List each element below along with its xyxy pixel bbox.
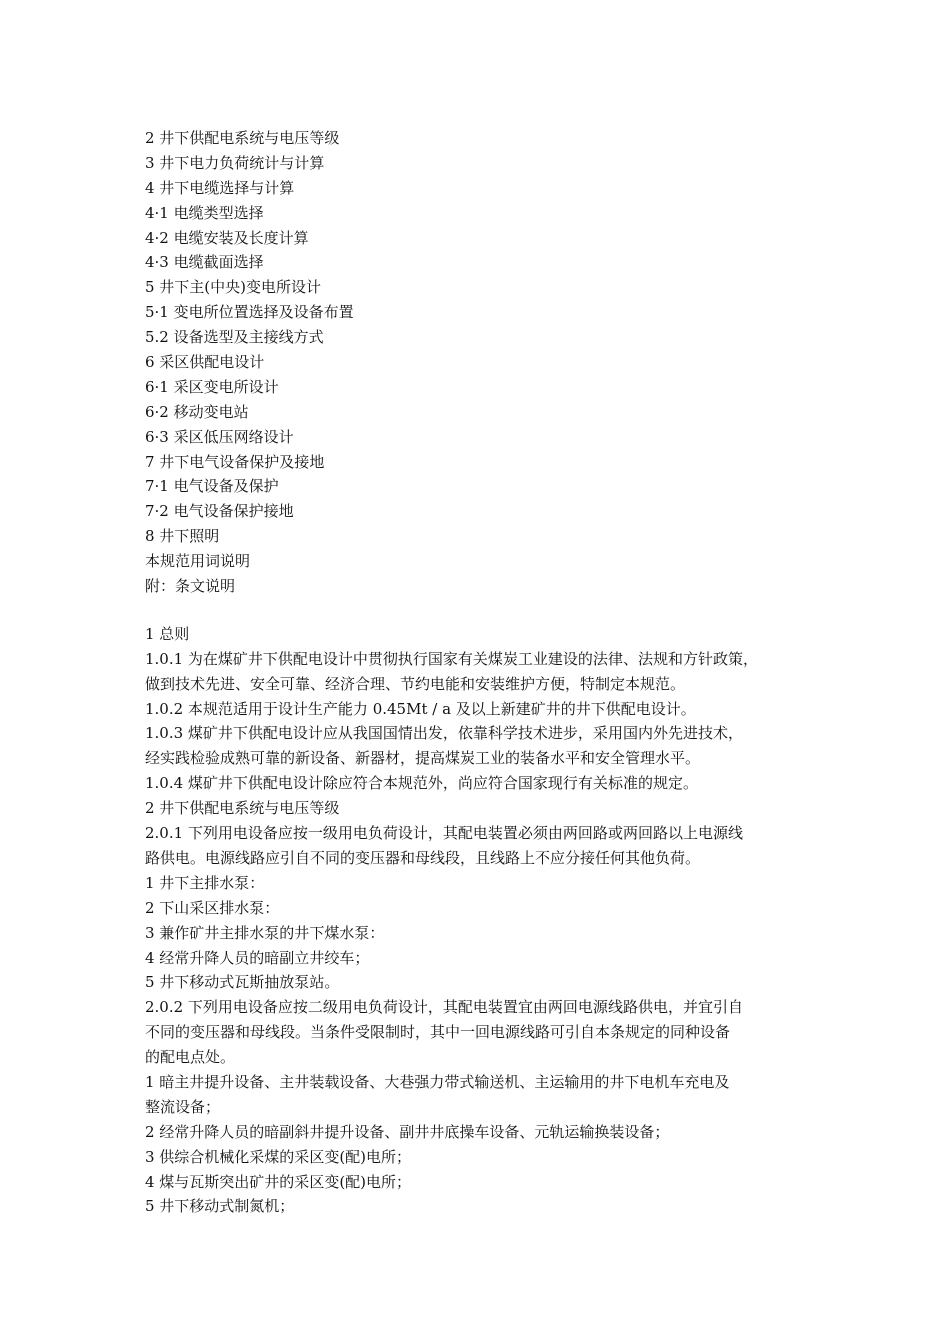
toc-item: 6·2 移动变电站: [145, 402, 249, 421]
clause-text: 做到技术先进、安全可靠、经济合理、节约电能和安装维护方便，特制定本规范。: [145, 674, 686, 693]
list-item: 3 供综合机械化采煤的采区变(配)电所；: [145, 1147, 412, 1166]
toc-item: 6 采区供配电设计: [145, 353, 265, 372]
toc-item: 4 井下电缆选择与计算: [145, 178, 295, 197]
toc-item: 3 井下电力负荷统计与计算: [145, 153, 325, 172]
list-item: 2 下山采区排水泵：: [145, 898, 280, 917]
toc-item: 本规范用词说明: [145, 552, 251, 571]
clause-text: 2.0.2 下列用电设备应按二级用电负荷设计，其配电装置宜由两回电源线路供电，并宜引自: [145, 998, 743, 1017]
section-spacer: [145, 599, 825, 622]
toc-item: 7·1 电气设备及保护: [145, 477, 279, 496]
list-item: 3 兼作矿井主排水泵的井下煤水泵：: [145, 923, 385, 942]
toc-item: 4·3 电缆截面选择: [145, 253, 264, 272]
list-item: 5 井下移动式制氮机；: [145, 1197, 295, 1216]
section-system-voltage: [145, 796, 825, 1219]
toc-item: 7·2 电气设备保护接地: [145, 502, 294, 521]
list-item: 1 井下主排水泵：: [145, 873, 265, 892]
table-of-contents: [145, 126, 825, 599]
clause-text: 经实践检验成熟可靠的新设备、新器材，提高煤炭工业的装备水平和安全管理水平。: [145, 749, 701, 768]
clause-text: 路供电。电源线路应引自不同的变压器和母线段，且线路上不应分接任何其他负荷。: [145, 848, 701, 867]
clause-text: 1.0.3 煤矿井下供配电设计应从我国国情出发，依靠科学技术进步，采用国内外先进技术，: [145, 724, 743, 743]
toc-item: 6·3 采区低压网络设计: [145, 427, 294, 446]
section-heading: 1 总则: [145, 624, 190, 643]
section-heading: 2 井下供配电系统与电压等级: [145, 799, 340, 818]
toc-item: 2 井下供配电系统与电压等级: [145, 129, 340, 147]
toc-item: 8 井下照明: [145, 527, 220, 546]
clause-text: 1.0.4 煤矿井下供配电设计除应符合本规范外，尚应符合国家现行有关标准的规定。: [145, 774, 698, 793]
toc-item: 7 井下电气设备保护及接地: [145, 452, 325, 471]
list-item: 4 经常升降人员的暗副立井绞车；: [145, 948, 370, 967]
clause-text: 2.0.1 下列用电设备应按一级用电负荷设计，其配电装置必须由两回路或两回路以上电源线: [145, 824, 743, 843]
document-body: [145, 126, 825, 1219]
toc-item: 6·1 采区变电所设计: [145, 377, 279, 396]
list-item: 4 煤与瓦斯突出矿井的采区变(配)电所；: [145, 1172, 412, 1191]
clause-text: 1.0.1 为在煤矿井下供配电设计中贯彻执行国家有关煤炭工业建设的法律、法规和方针政策，: [145, 649, 758, 668]
clause-text: 不同的变压器和母线段。当条件受限制时，其中一回电源线路可引自本条规定的同种设备: [145, 1023, 731, 1042]
toc-item: 5 井下主(中央)变电所设计: [145, 278, 322, 297]
toc-item: 4·1 电缆类型选择: [145, 203, 264, 222]
toc-item: 5·1 变电所位置选择及设备布置: [145, 303, 354, 322]
clause-text: 1.0.2 本规范适用于设计生产能力 0.45Mt / a 及以上新建矿井的井下供配电设计。: [145, 699, 696, 718]
toc-item: 5.2 设备选型及主接线方式: [145, 328, 324, 347]
clause-text: 的配电点处。: [145, 1048, 236, 1067]
toc-item: 附：条文说明: [145, 577, 236, 596]
section-general: [145, 622, 825, 796]
list-item: 1 暗主井提升设备、主井装载设备、大巷强力带式输送机、主运输用的井下电机车充电及: [145, 1072, 730, 1091]
list-item: 5 井下移动式瓦斯抽放泵站。: [145, 973, 340, 992]
toc-item: 4·2 电缆安装及长度计算: [145, 228, 309, 247]
list-item: 整流设备；: [145, 1097, 221, 1116]
list-item: 2 经常升降人员的暗副斜井提升设备、副井井底操车设备、元轨运输换装设备；: [145, 1122, 670, 1141]
